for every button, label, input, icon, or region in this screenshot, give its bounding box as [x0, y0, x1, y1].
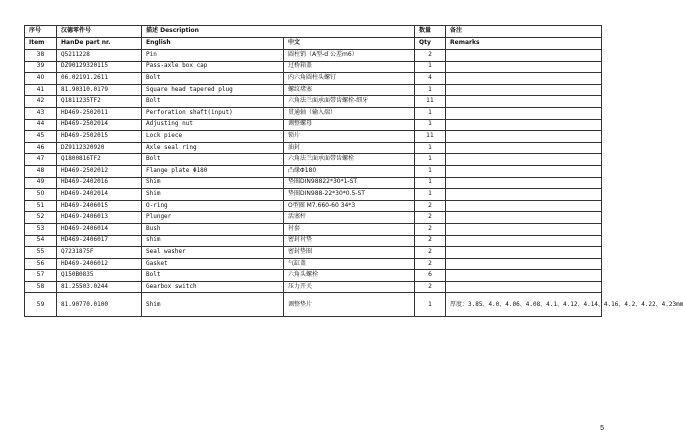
english-description-cell: Bush [142, 223, 284, 235]
english-description-cell: Pin [142, 50, 284, 62]
header-item-zh: 序号 [25, 26, 57, 38]
chinese-description-cell: 调整螺母 [284, 119, 415, 131]
quantity-cell: 11 [415, 131, 446, 143]
item-number-cell: 59 [25, 293, 57, 317]
english-description-cell: O-ring [142, 200, 284, 212]
table-row [25, 165, 602, 177]
english-description-cell: Bolt [142, 96, 284, 108]
chinese-description-cell: 衬套 [284, 223, 415, 235]
quantity-cell: 1 [415, 189, 446, 201]
part-number-cell: HD469-2406015 [57, 200, 142, 212]
table-row [25, 154, 602, 166]
remarks-cell [446, 281, 602, 293]
part-number-cell: HD469-2406017 [57, 235, 142, 247]
header-qty-en: Qty [415, 38, 446, 50]
header-qty-zh: 数量 [415, 26, 446, 38]
part-number-cell: Q5211228 [57, 50, 142, 62]
quantity-cell: 1 [415, 61, 446, 73]
chinese-description-cell: 密封垫圈 [284, 247, 415, 259]
english-description-cell: Bolt [142, 270, 284, 282]
header-remarks-zh: 备注 [446, 26, 602, 38]
english-description-cell: Pass-axle box cap [142, 61, 284, 73]
quantity-cell: 2 [415, 258, 446, 270]
item-number-cell: 57 [25, 270, 57, 282]
remarks-cell [446, 177, 602, 189]
quantity-cell: 2 [415, 235, 446, 247]
item-number-cell: 48 [25, 165, 57, 177]
english-description-cell: Gasket [142, 258, 284, 270]
item-number-cell: 38 [25, 50, 57, 62]
chinese-description-cell: 密封衬垫 [284, 235, 415, 247]
part-number-cell: Q1800816TF2 [57, 154, 142, 166]
chinese-description-cell: 活塞杆 [284, 212, 415, 224]
remarks-cell [446, 73, 602, 85]
table-row [25, 235, 602, 247]
english-description-cell: Gearbox switch [142, 281, 284, 293]
remarks-cell [446, 235, 602, 247]
quantity-cell: 1 [415, 165, 446, 177]
remarks-cell [446, 223, 602, 235]
chinese-description-cell: 过桥箱盖 [284, 61, 415, 73]
quantity-cell: 1 [415, 119, 446, 131]
table-row [25, 96, 602, 108]
item-number-cell: 47 [25, 154, 57, 166]
remarks-cell [446, 189, 602, 201]
remarks-cell [446, 107, 602, 119]
item-number-cell: 41 [25, 84, 57, 96]
remarks-cell [446, 84, 602, 96]
item-number-cell: 52 [25, 212, 57, 224]
english-description-cell: Bolt [142, 154, 284, 166]
remarks-cell [446, 165, 602, 177]
part-number-cell: Q7231875F [57, 247, 142, 259]
item-number-cell: 58 [25, 281, 57, 293]
part-number-cell: HD469-2502012 [57, 165, 142, 177]
item-number-cell: 44 [25, 119, 57, 131]
chinese-description-cell: 六角头螺栓 [284, 270, 415, 282]
table-row [25, 142, 602, 154]
table-row [25, 247, 602, 259]
page-number: 5 [600, 425, 604, 432]
english-description-cell: Plunger [142, 212, 284, 224]
item-number-cell: 45 [25, 131, 57, 143]
remarks-cell [446, 131, 602, 143]
quantity-cell: 4 [415, 73, 446, 85]
table-row [25, 73, 602, 85]
english-description-cell: Shim [142, 293, 284, 317]
part-number-cell: DZ90129320115 [57, 61, 142, 73]
header-remarks-en: Remarks [446, 38, 602, 50]
item-number-cell: 46 [25, 142, 57, 154]
table-row [25, 223, 602, 235]
quantity-cell: 1 [415, 177, 446, 189]
table-row [25, 258, 602, 270]
table-row [25, 84, 602, 96]
quantity-cell: 1 [415, 154, 446, 166]
remarks-cell [446, 61, 602, 73]
item-number-cell: 43 [25, 107, 57, 119]
part-number-cell: Q150B0835 [57, 270, 142, 282]
english-description-cell: shim [142, 235, 284, 247]
quantity-cell: 1 [415, 84, 446, 96]
english-description-cell: Axle seal ring [142, 142, 284, 154]
chinese-description-cell: 压力开关 [284, 281, 415, 293]
english-description-cell: Lock piece [142, 131, 284, 143]
english-description-cell: Seal washer [142, 247, 284, 259]
quantity-cell: 1 [415, 107, 446, 119]
chinese-description-cell: 油封 [284, 142, 415, 154]
chinese-description-cell: 贯通轴（输入端） [284, 107, 415, 119]
chinese-description-cell: 六角法兰面承面带齿螺栓 [284, 154, 415, 166]
item-number-cell: 53 [25, 223, 57, 235]
quantity-cell: 2 [415, 200, 446, 212]
item-number-cell: 39 [25, 61, 57, 73]
header-part-zh: 汉德零件号 [57, 26, 142, 38]
table-row [25, 281, 602, 293]
quantity-cell: 1 [415, 293, 446, 317]
remarks-cell: 厚度：3.85、4.0、4.06、4.08、4.1、4.12、4.14、4.16、4.2、4.22、4.23mm [446, 293, 602, 317]
part-number-cell: HD469-2502011 [57, 107, 142, 119]
remarks-cell [446, 247, 602, 259]
english-description-cell: Shim [142, 189, 284, 201]
part-number-cell: HD469-2502014 [57, 119, 142, 131]
header-part-en: HanDe part nr. [57, 38, 142, 50]
table-row [25, 293, 602, 317]
chinese-description-cell: 圆柱销（A型-d 公差m6） [284, 50, 415, 62]
part-number-cell: HD469-2402016 [57, 177, 142, 189]
table-row [25, 200, 602, 212]
part-number-cell: DZ9112320920 [57, 142, 142, 154]
table-row [25, 107, 602, 119]
header-row-2 [25, 38, 602, 50]
remarks-cell [446, 119, 602, 131]
english-description-cell: Flange plate Φ180 [142, 165, 284, 177]
chinese-description-cell: 气缸盖 [284, 258, 415, 270]
part-number-cell: 81.25503.0244 [57, 281, 142, 293]
item-number-cell: 42 [25, 96, 57, 108]
quantity-cell: 2 [415, 281, 446, 293]
remarks-cell [446, 154, 602, 166]
table-row [25, 119, 602, 131]
table-row [25, 189, 602, 201]
item-number-cell: 49 [25, 177, 57, 189]
english-description-cell: Perforation shaft(input) [142, 107, 284, 119]
item-number-cell: 56 [25, 258, 57, 270]
english-description-cell: Adjusting nut [142, 119, 284, 131]
header-english: English [142, 38, 284, 50]
chinese-description-cell: 螺纹堵塞 [284, 84, 415, 96]
part-number-cell: 81.90770.0100 [57, 293, 142, 317]
item-number-cell: 50 [25, 189, 57, 201]
quantity-cell: 2 [415, 223, 446, 235]
header-chinese: 中文 [284, 38, 415, 50]
remarks-cell [446, 270, 602, 282]
part-number-cell: Q1811235TF2 [57, 96, 142, 108]
table-row [25, 177, 602, 189]
header-item-en: Item [25, 38, 57, 50]
part-number-cell: 81.90310.0179 [57, 84, 142, 96]
quantity-cell: 6 [415, 270, 446, 282]
header-row-1 [25, 26, 602, 38]
item-number-cell: 54 [25, 235, 57, 247]
chinese-description-cell: 锁片 [284, 131, 415, 143]
table-row [25, 131, 602, 143]
quantity-cell: 2 [415, 50, 446, 62]
table-row [25, 270, 602, 282]
english-description-cell: Square head tapered plug [142, 84, 284, 96]
table-row [25, 50, 602, 62]
chinese-description-cell: O型圈 M7.660-60 34*3 [284, 200, 415, 212]
item-number-cell: 51 [25, 200, 57, 212]
chinese-description-cell: 垫圈DIN988-22*30*0.5-ST [284, 189, 415, 201]
part-number-cell: HD469-2406012 [57, 258, 142, 270]
remarks-cell [446, 258, 602, 270]
remarks-cell [446, 96, 602, 108]
parts-table [24, 25, 683, 317]
chinese-description-cell: 垫圈DIN98822*30*1-ST [284, 177, 415, 189]
english-description-cell: Bolt [142, 73, 284, 85]
english-description-cell: Shim [142, 177, 284, 189]
part-number-cell: HD469-2406013 [57, 212, 142, 224]
quantity-cell: 2 [415, 212, 446, 224]
chinese-description-cell: 凸缘Φ180 [284, 165, 415, 177]
header-description: 描述 Description [142, 26, 415, 38]
remarks-cell [446, 212, 602, 224]
part-number-cell: HD469-2502015 [57, 131, 142, 143]
chinese-description-cell: 调整垫片 [284, 293, 415, 317]
remarks-cell [446, 200, 602, 212]
chinese-description-cell: 六角法兰面承面带齿螺栓-细牙 [284, 96, 415, 108]
table-row [25, 212, 602, 224]
part-number-cell: 06.02191.2611 [57, 73, 142, 85]
part-number-cell: HD469-2406014 [57, 223, 142, 235]
remarks-cell [446, 50, 602, 62]
item-number-cell: 55 [25, 247, 57, 259]
quantity-cell: 1 [415, 142, 446, 154]
table-row [25, 61, 602, 73]
quantity-cell: 2 [415, 247, 446, 259]
chinese-description-cell: 内六角圆柱头螺钉 [284, 73, 415, 85]
item-number-cell: 40 [25, 73, 57, 85]
remarks-cell [446, 142, 602, 154]
part-number-cell: HD469-2402014 [57, 189, 142, 201]
quantity-cell: 11 [415, 96, 446, 108]
